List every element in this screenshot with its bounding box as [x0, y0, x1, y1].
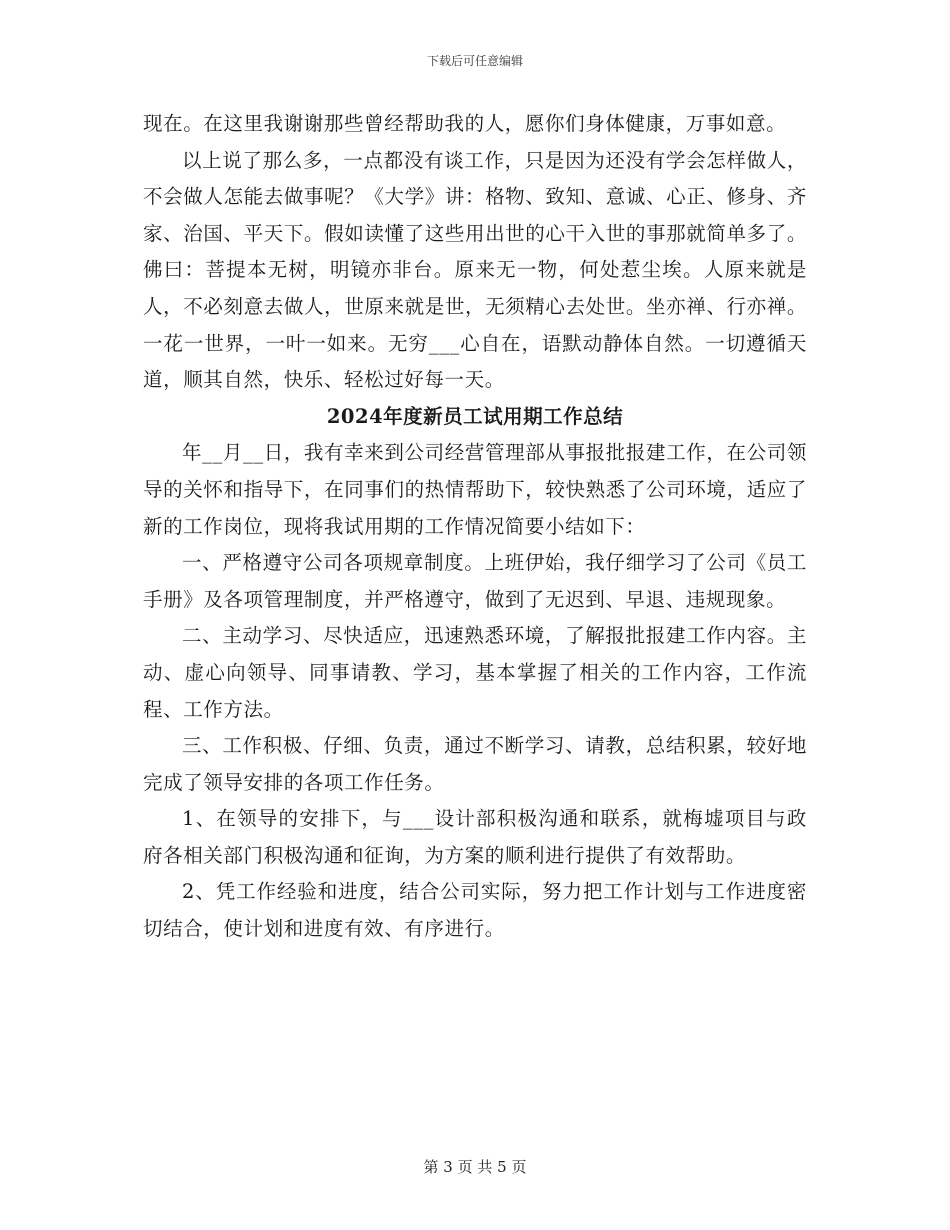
paragraph-subpoint-2: 2、凭工作经验和进度，结合公司实际，努力把工作计划与工作进度密切结合，使计划和进度有效、有序进行。 — [143, 880, 807, 941]
page-header: 下载后可任意编辑 — [426, 54, 523, 68]
paragraph-subpoint-1: 1、在领导的安排下，与___设计部积极沟通和联系，就梅墟项目与政府各相关部门积极沟通和征询，为方案的顺利进行提供了有效帮助。 — [143, 807, 807, 867]
paragraph-point-1: 一、严格遵守公司各项规章制度。上班伊始，我仔细学习了公司《员工手册》及各项管理制度，并严格遵守，做到了无迟到、早退、违规现象。 — [143, 551, 807, 611]
page-footer: 第 3 页 共 5 页 — [423, 1158, 527, 1176]
paragraph-continuation: 现在。在这里我谢谢那些曾经帮助我的人，愿你们身体健康，万事如意。 — [143, 112, 787, 135]
section-title: 2024年度新员工试用期工作总结 — [326, 404, 624, 428]
paragraph-point-2: 二、主动学习、尽快适应，迅速熟悉环境，了解报批报建工作内容。主动、虚心向领导、同事请教、学习，基本掌握了相关的工作内容，工作流程、工作方法。 — [143, 624, 807, 721]
paragraph-point-3: 三、工作积极、仔细、负责，通过不断学习、请教，总结积累，较好地完成了领导安排的各项工作任务。 — [143, 734, 807, 794]
paragraph-intro: 年__月__日，我有幸来到公司经营管理部从事报批报建工作，在公司领导的关怀和指导下，在同事们的热情帮助下，较快熟悉了公司环境，适应了新的工作岗位，现将我试用期的工作情况简要小结如下： — [143, 441, 807, 538]
paragraph-reflection: 以上说了那么多，一点都没有谈工作，只是因为还没有学会怎样做人，不会做人怎能去做事呢？《大学》讲：格物、致知、意诚、心正、修身、齐家、治国、平天下。假如读懂了这些用出世的心干入世的事那就简单多了。佛曰：菩提本无树，明镜亦非台。原来无一物，何处惹尘埃。人原来就是人，不必刻意去做人，世原来就是世，无须精心去处世。坐亦禅、行亦禅。一花一世界，一叶一如来。无穷___心自在，语默动静体自然。一切遵循天道，顺其自然，快乐、轻松过好每一天。 — [143, 148, 807, 392]
document-body — [143, 106, 807, 948]
